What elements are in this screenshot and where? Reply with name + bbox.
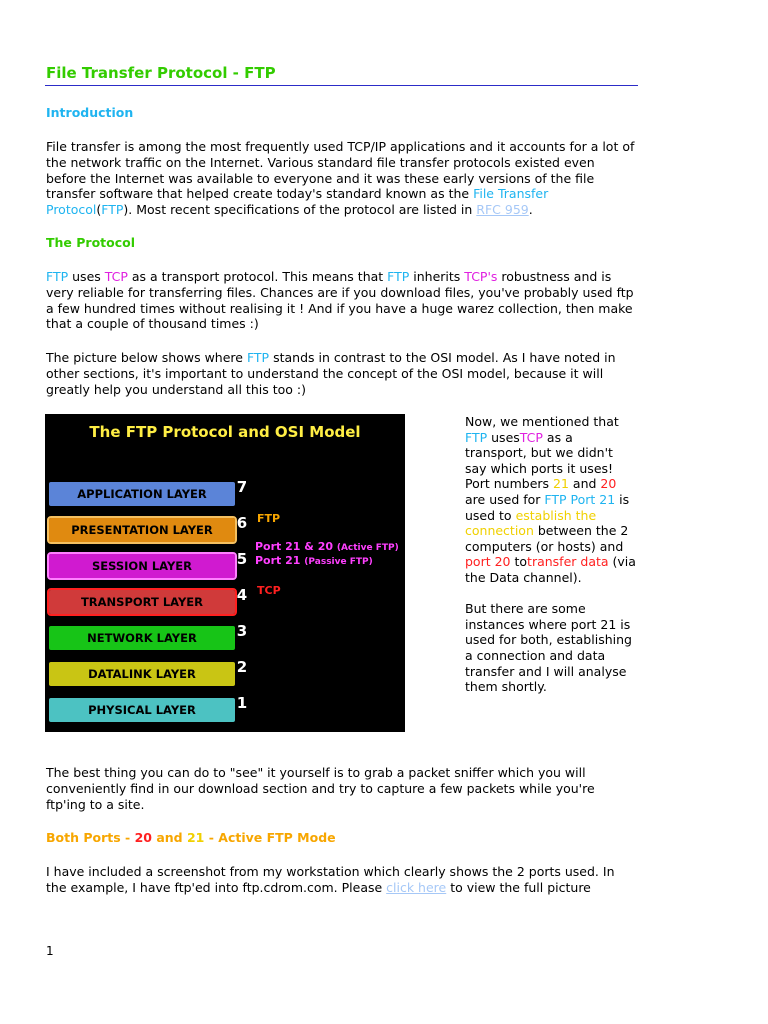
text: is used to [465, 491, 630, 523]
text: are used for [465, 491, 545, 507]
layer-number: 4 [236, 586, 248, 604]
tcp-term: TCP [519, 429, 543, 445]
port-21-term: 21 [186, 830, 205, 845]
ftp-term: FTP [465, 429, 488, 445]
port-active-note: (Active FTP) [336, 543, 399, 553]
port-passive-note: (Passive FTP) [304, 557, 373, 567]
text: uses [68, 269, 105, 284]
ftp-term: FTP [46, 269, 69, 284]
layer-physical: PHYSICAL LAYER [49, 698, 235, 722]
port-21-term: Port 21 [566, 491, 616, 507]
text: as a transport protocol. This means that [127, 269, 388, 284]
text: between the 2 computers (or hosts) and [465, 523, 629, 554]
port-active-label [255, 540, 399, 553]
text: stands in contrast to the OSI model. As I have noted in other sections, it's important to understand the concept of the OSI model, because it will greatly help you understand all this too :) [46, 350, 616, 397]
rfc-link[interactable]: RFC 959 [476, 202, 529, 218]
port-active-text: Port 21 & 20 [255, 540, 333, 553]
text: to [510, 554, 528, 570]
layer-presentation: PRESENTATION LAYER [49, 518, 235, 542]
layer-number: 7 [236, 478, 248, 496]
port-20-term: 20 [600, 476, 617, 492]
text: as a transport, but we didn't say which ports it uses! Port numbers [465, 429, 614, 492]
ftp-abbr: FTP [101, 202, 124, 218]
intro-text-2: ). Most recent specifications of the protocol are listed in [123, 202, 477, 218]
text: The picture below shows where [46, 350, 247, 365]
osi-figure-title: The FTP Protocol and OSI Model [89, 423, 361, 441]
layer-number: 2 [236, 658, 248, 676]
intro-paragraph: File transfer is among the most frequently used TCP/IP applications and it accounts for a lot of the network traffic on the Internet. Various standard file transfer protocols existed even before the Internet was available to everyone and it was these early versions of the file transfer software that helped create today's standard known as the File Transfer Protocol(FTP). Most recent specifications of the protocol are listed in RFC 959. [46, 139, 635, 218]
tcp-term: TCP's [464, 269, 498, 284]
text: uses [487, 429, 520, 445]
side-text [465, 414, 637, 695]
text: - Active FTP Mode [204, 830, 336, 845]
protocol-paragraph-1 [46, 269, 638, 332]
ftp-link[interactable]: File Transfer Protocol [46, 186, 549, 218]
text: inherits [409, 269, 465, 284]
intro-text-1: File transfer is among the most frequently used TCP/IP applications and it accounts for a lot of the network traffic on the Internet. Various standard file transfer protocols existed even before the Internet was available to everyone and it was these early versions of the file transfer software that helped create today's standard known as the [46, 139, 635, 202]
screenshot-paragraph [46, 864, 638, 896]
page-number: 1 [46, 944, 54, 958]
text: robustness and is very reliable for transferring files. Chances are if you download files, you've probably used ftp a few hundred times without realising it ! And if you have a huge warez collection, then make that a couple of thousand times :) [46, 269, 634, 332]
text: to view the full picture [446, 879, 591, 895]
text: I have included a screenshot from my workstation which clearly shows the 2 ports used. In the example, I have ftp'ed into ftp.cdrom.com. Please [46, 864, 615, 895]
sniffer-paragraph: The best thing you can do to "see" it yourself is to grab a packet sniffer which you will conveniently find in our download section and try to capture a few packets while you're ftp'ing to a site. [46, 765, 595, 812]
tcp-term: TCP [104, 269, 128, 284]
ftp-term: FTP [387, 269, 410, 284]
osi-model-figure [45, 414, 405, 732]
both-ports-heading [46, 830, 336, 845]
transfer-term: transfer data [527, 554, 609, 570]
port-passive-text: Port 21 [255, 554, 301, 567]
text: and [568, 476, 601, 492]
port-21-term: 21 [553, 476, 569, 492]
ftp-term: FTP [246, 350, 270, 365]
click-here-link[interactable]: click here [386, 879, 447, 895]
port-20-term: port 20 [465, 554, 511, 570]
protocol-heading: The Protocol [46, 235, 136, 250]
port-20-term: 20 [134, 830, 152, 845]
layer-application: APPLICATION LAYER [49, 482, 235, 506]
layer-number: 6 [236, 514, 248, 532]
ftp-label: FTP [257, 512, 281, 525]
port-passive-label [255, 554, 373, 567]
ftp-term: FTP [544, 491, 567, 507]
side-paragraph-2: But there are some instances where port 21 is used for both, establishing a connection and data transfer and I will analyse them shortly. [465, 601, 632, 695]
title-rule [45, 85, 638, 86]
layer-number: 3 [236, 622, 248, 640]
layer-datalink: DATALINK LAYER [49, 662, 235, 686]
tcp-label: TCP [257, 584, 281, 597]
layer-network: NETWORK LAYER [49, 626, 235, 650]
text: (via the Data channel). [465, 554, 636, 585]
intro-heading: Introduction [46, 105, 134, 120]
text: Both Ports - [46, 830, 135, 845]
layer-transport: TRANSPORT LAYER [49, 590, 235, 614]
page-title: File Transfer Protocol - FTP [46, 64, 276, 82]
layer-number: 5 [236, 550, 248, 568]
protocol-paragraph-2 [46, 350, 638, 397]
layer-number: 1 [236, 694, 248, 712]
text: and [151, 830, 187, 845]
establish-term: establish the connection [465, 507, 597, 539]
text: Now, we mentioned that [465, 414, 619, 429]
layer-session: SESSION LAYER [49, 554, 235, 578]
